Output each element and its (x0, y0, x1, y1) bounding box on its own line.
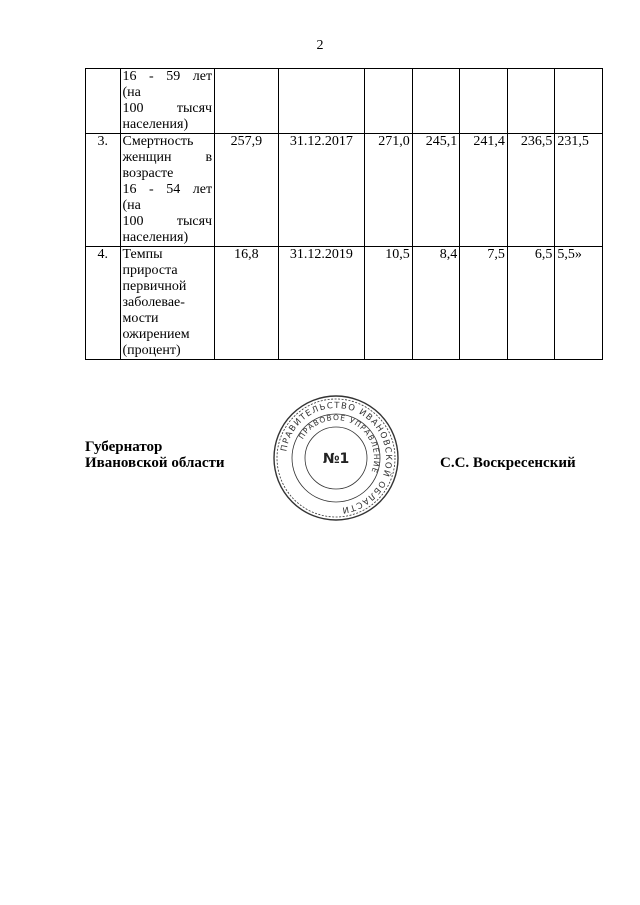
base-value-cell: 257,9 (215, 134, 278, 247)
indicator-name-line: 16 - 54 лет (122, 182, 213, 197)
indicator-name-line: (на (122, 85, 141, 100)
table-row (86, 69, 603, 134)
value-cell-2 (412, 69, 460, 134)
indicator-name-line: мости (122, 311, 159, 326)
value-cell-4: 236,5 (507, 134, 555, 247)
row-number-cell (86, 69, 121, 134)
value-cell-1: 10,5 (365, 247, 413, 360)
value-cell-2: 245,1 (412, 134, 460, 247)
base-date-cell: 31.12.2017 (278, 134, 365, 247)
value-cell-3 (460, 69, 508, 134)
base-value-cell (215, 69, 278, 134)
indicator-name-line: 16 - 59 лет (122, 69, 213, 84)
indicator-name-line: населения) (122, 230, 189, 245)
table-body (86, 69, 603, 360)
indicator-name-line: Смертность (122, 134, 194, 149)
indicator-name-line: населения) (122, 117, 189, 132)
value-cell-5 (555, 69, 603, 134)
value-cell-1: 271,0 (365, 134, 413, 247)
indicator-name-line: 100 тысяч (122, 214, 213, 229)
indicator-name-line: прироста (122, 263, 178, 278)
indicator-name-line: ожирением (122, 327, 190, 342)
base-date-cell (278, 69, 365, 134)
indicator-name-line: (на (122, 198, 141, 213)
seal-inner-text: ПРАВОВОЕ УПРАВЛЕНИЕ (296, 412, 382, 475)
table-row (86, 247, 603, 360)
value-cell-4 (507, 69, 555, 134)
value-cell-2: 8,4 (412, 247, 460, 360)
seal-center-text: №1 (322, 451, 350, 467)
row-number-cell: 4. (86, 247, 121, 360)
data-table (85, 68, 603, 360)
indicator-name-line: заболевае- (122, 295, 185, 310)
signature-name: С.С. Воскресенский (440, 455, 576, 471)
indicator-name-cell (120, 69, 215, 134)
seal-outer-text: ПРАВИТЕЛЬСТВО ИВАНОВСКОЙ ОБЛАСТИ (279, 400, 394, 515)
indicator-name-line: женщин в (122, 150, 213, 165)
page-number: 2 (316, 38, 324, 53)
value-cell-3: 241,4 (460, 134, 508, 247)
value-cell-3: 7,5 (460, 247, 508, 360)
signature-title (85, 439, 225, 471)
official-seal (272, 394, 400, 522)
indicator-name-line: Темпы (122, 247, 163, 262)
row-number-cell: 3. (86, 134, 121, 247)
indicator-name-line: возрасте (122, 166, 174, 181)
base-date-cell: 31.12.2019 (278, 247, 365, 360)
value-cell-5: 231,5 (555, 134, 603, 247)
value-cell-5: 5,5» (555, 247, 603, 360)
table-row (86, 134, 603, 247)
indicator-name-cell (120, 247, 215, 360)
indicator-name-line: 100 тысяч (122, 101, 213, 116)
signature-title-line1: Губернатор (85, 439, 163, 455)
indicator-name-line: (процент) (122, 343, 181, 358)
base-value-cell: 16,8 (215, 247, 278, 360)
value-cell-4: 6,5 (507, 247, 555, 360)
signature-title-line2: Ивановской области (85, 455, 225, 471)
indicator-name-cell (120, 134, 215, 247)
indicator-name-line: первичной (122, 279, 187, 294)
value-cell-1 (365, 69, 413, 134)
